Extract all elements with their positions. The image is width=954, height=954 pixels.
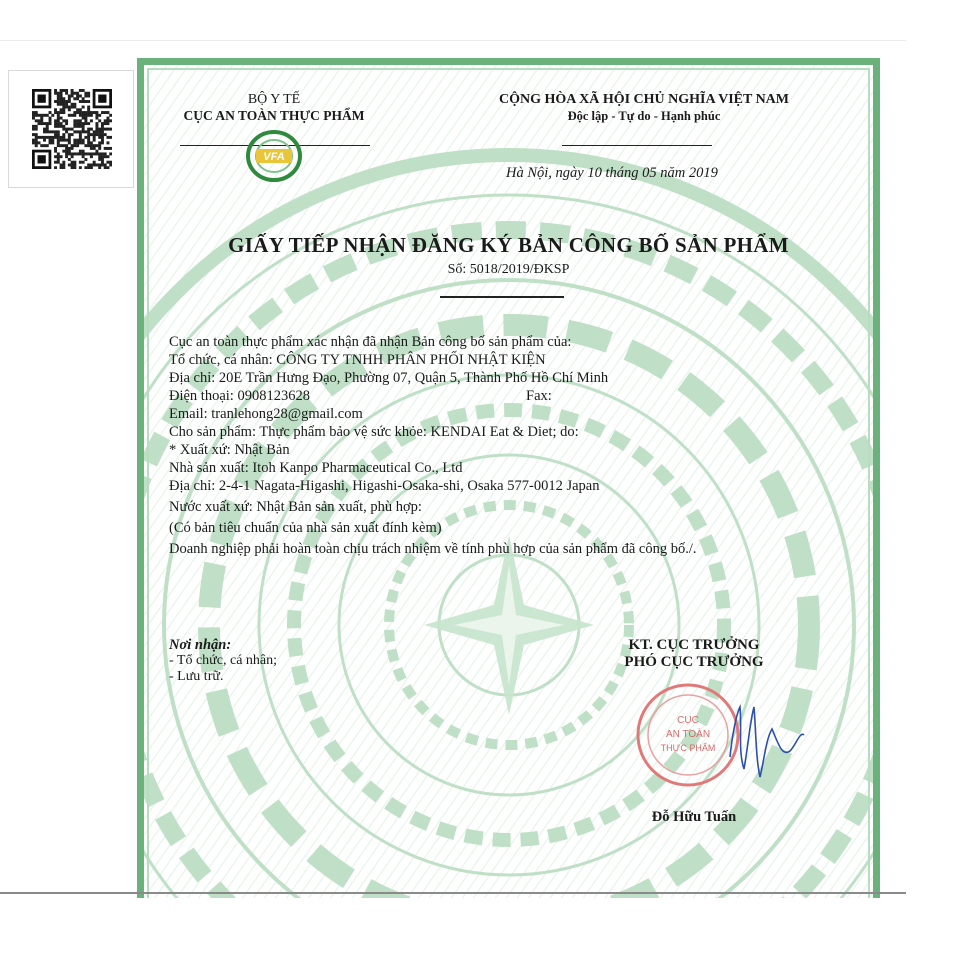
body-manufacturer: Nhà sản xuất: Itoh Kanpo Pharmaceutical Co., Ltd xyxy=(169,460,463,476)
body-responsibility: Doanh nghiệp phải hoàn toàn chịu trách nhiệm về tính phù hợp của sản phẩm đã công bố./. xyxy=(169,541,697,557)
country-heading xyxy=(444,92,844,124)
recipients-heading: Nơi nhận: xyxy=(169,637,232,653)
signer-title-line1: KT. CỤC TRƯỞNG xyxy=(628,637,760,653)
recipient-item: - Tổ chức, cá nhân; xyxy=(169,653,278,668)
body-product: Cho sản phẩm: Thực phẩm bảo vệ sức khỏe: KENDAI Eat & Diet; do: xyxy=(169,424,579,440)
agency-name: CỤC AN TOÀN THỰC PHẨM xyxy=(183,108,365,123)
issuing-authority xyxy=(158,92,390,124)
qr-code-icon xyxy=(32,89,112,169)
stamp-text-line1: CỤC xyxy=(677,715,699,726)
bottom-divider xyxy=(0,892,906,894)
signer-title-line2: PHÓ CỤC TRƯỞNG xyxy=(624,654,764,670)
motto-underline xyxy=(562,145,712,146)
body-organization: Tổ chức, cá nhân: CÔNG TY TNHH PHÂN PHỐI NHẬT KIỆN xyxy=(169,352,546,368)
country-name: CỘNG HÒA XÃ HỘI CHỦ NGHĨA VIỆT NAM xyxy=(498,92,789,107)
vfa-logo-icon xyxy=(244,127,304,185)
body-address: Địa chỉ: 20E Trần Hưng Đạo, Phường 07, Quận 5, Thành Phố Hồ Chí Minh xyxy=(169,370,609,386)
recipients-block xyxy=(169,637,277,685)
signer-title xyxy=(574,637,814,671)
stamp-text-line3: THỰC PHẨM xyxy=(660,743,716,753)
issue-date: Hà Nội, ngày 10 tháng 05 năm 2019 xyxy=(506,165,718,181)
title-underline xyxy=(440,296,564,298)
certificate-document xyxy=(137,58,880,898)
stamp-text-line2: AN TOÀN xyxy=(665,729,711,740)
qr-code-card[interactable] xyxy=(8,70,134,188)
document-number: Số: 5018/2019/ĐKSP xyxy=(447,262,570,277)
country-motto: Độc lập - Tự do - Hạnh phúc xyxy=(567,109,721,123)
body-fax: Fax: xyxy=(526,388,552,404)
document-title: GIẤY TIẾP NHẬN ĐĂNG KÝ BẢN CÔNG BỐ SẢN PHẨM xyxy=(228,233,789,257)
body-country-made: Nước xuất xứ: Nhật Bản sản xuất, phù hợp: xyxy=(169,499,422,515)
ministry-name: BỘ Y TẾ xyxy=(247,92,301,107)
certificate-body xyxy=(169,333,697,558)
signer-name: Đỗ Hữu Tuấn xyxy=(651,809,737,825)
body-standard: (Có bản tiêu chuẩn của nhà sản xuất đính kèm) xyxy=(169,520,442,536)
body-phone: Điện thoại: 0908123628 xyxy=(169,388,310,404)
body-email: Email: tranlehong28@gmail.com xyxy=(169,406,363,422)
body-intro: Cục an toàn thực phẩm xác nhận đã nhận Bản công bố sản phẩm của: xyxy=(169,334,572,350)
recipient-item: - Lưu trữ. xyxy=(169,669,224,684)
body-origin: * Xuất xứ: Nhật Bản xyxy=(169,442,290,458)
signature-icon xyxy=(730,707,804,777)
body-phone-row xyxy=(169,387,697,405)
body-manufacturer-address: Địa chỉ: 2-4-1 Nagata-Higashi, Higashi-Osaka-shi, Osaka 577-0012 Japan xyxy=(169,478,600,494)
official-stamp-icon xyxy=(632,677,812,797)
vfa-logo-text: VFA xyxy=(263,151,285,163)
top-divider xyxy=(0,40,906,41)
